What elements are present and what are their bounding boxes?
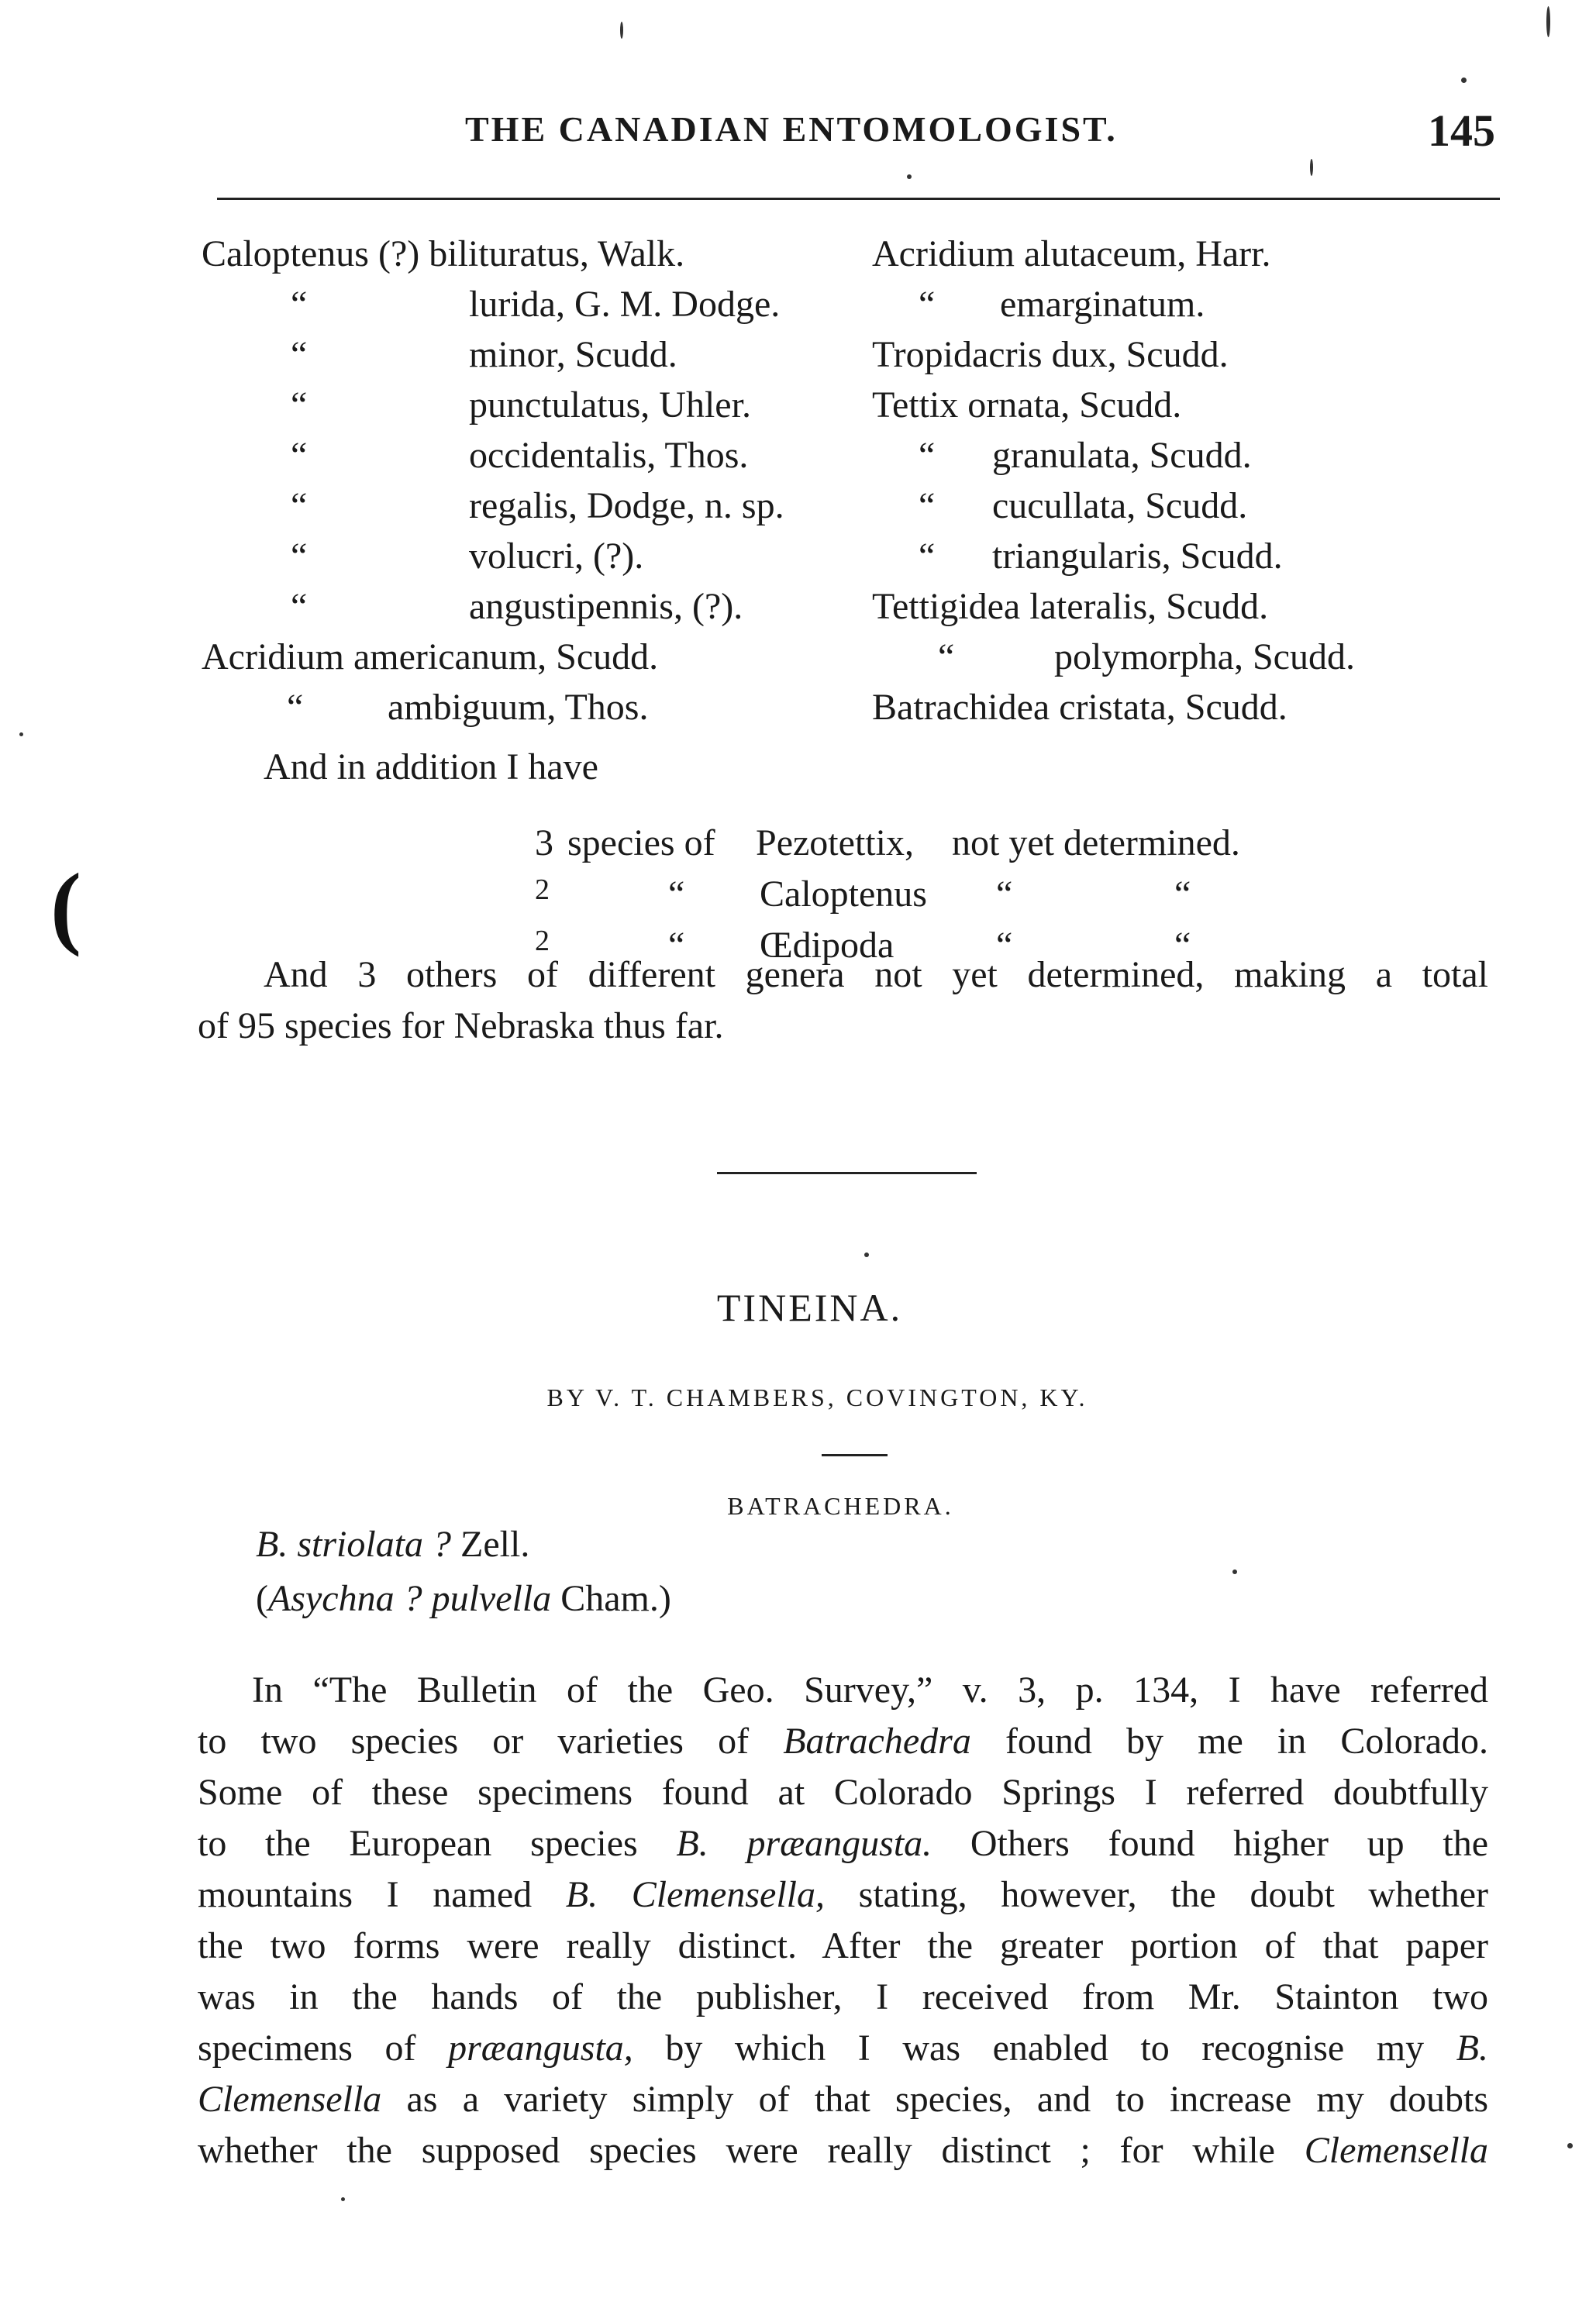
section-separator — [717, 1172, 977, 1174]
page-number: 145 — [1428, 105, 1495, 156]
body-paragraph — [198, 1665, 1488, 2176]
body-text-run: was in the hands of the publisher, I received from Mr. Stainton two — [198, 1976, 1488, 2017]
species-name: regalis, Dodge, n. sp. — [469, 485, 784, 526]
species-entry-right — [872, 686, 1287, 736]
body-text-run: Some of these specimens found at Colorado Springs I referred doubtfully — [198, 1772, 1488, 1813]
genus-name: “ — [919, 536, 936, 577]
genus-name: Tettigidea — [872, 586, 1021, 627]
genus-name: “ — [919, 435, 936, 476]
body-text-run: the two forms were really distinct. After the greater portion of that paper — [198, 1925, 1488, 1966]
section-heading: BATRACHEDRA. — [727, 1492, 954, 1520]
species-name: polymorpha, Scudd. — [1054, 636, 1355, 677]
genus-name: Acridium — [202, 636, 344, 677]
body-text-run: specimens of — [198, 2028, 449, 2069]
body-text-run: In “The Bulletin of the Geo. Survey,” v. 3, p. 134, I have referred — [252, 1669, 1488, 1711]
running-title: THE CANADIAN ENTOMOLOGIST. — [465, 109, 1118, 149]
species-name: volucri, (?). — [469, 536, 644, 577]
scan-speck — [1461, 78, 1467, 83]
genus-name: “ — [291, 384, 308, 426]
genus-name: “ — [291, 586, 308, 627]
synonym-line-2 — [256, 1577, 671, 1620]
species-entry-right — [872, 333, 1229, 383]
article-title: TINEINA. — [716, 1286, 903, 1329]
body-text-run: whether the supposed species were really distinct ; for while — [198, 2130, 1305, 2171]
body-italic-text: Batrachedra — [783, 1721, 971, 1762]
body-text-run: as a variety simply of that species, and to increase my doubts — [381, 2079, 1488, 2120]
body-line — [198, 2023, 1488, 2074]
body-line — [198, 2125, 1488, 2176]
species-name: cristata, Scudd. — [1059, 687, 1287, 728]
body-line — [198, 2074, 1488, 2125]
article-byline: BY V. T. CHAMBERS, COVINGTON, KY. — [546, 1383, 1088, 1411]
genus-name: “ — [291, 435, 308, 476]
genus-name: “ — [938, 636, 955, 677]
undetermined-ditto: “ — [1174, 925, 1191, 966]
body-italic-text: B. præangusta. — [676, 1823, 932, 1864]
body-text-run: to the European species — [198, 1823, 677, 1864]
scan-speck — [1546, 6, 1550, 37]
total-line-2: of 95 species for Nebraska thus far. — [198, 1005, 724, 1046]
species-entry-right — [872, 233, 1270, 282]
genus-name: “ — [291, 334, 308, 375]
scan-speck — [1567, 2143, 1573, 2148]
margin-bracket-mark: ( — [50, 854, 81, 957]
body-italic-text: Clemensella — [198, 2079, 382, 2120]
species-name: triangularis, Scudd. — [992, 536, 1283, 577]
genus-name: “ — [919, 485, 936, 526]
synonym-line-1 — [256, 1523, 529, 1566]
genus-name: “ — [291, 284, 308, 325]
genus-name: “ — [287, 687, 304, 728]
species-name: ambiguum, Thos. — [388, 687, 649, 728]
genus-name: Acridium — [872, 233, 1015, 274]
genus-name: “ — [919, 284, 936, 325]
body-italic-text: Clemensella — [1304, 2130, 1488, 2171]
body-text-run: by which I was enabled to recognise my — [633, 2028, 1456, 2069]
genus-name: Caloptenus (?) — [202, 233, 420, 274]
scan-speck — [341, 2197, 345, 2201]
genus-name: Batrachidea — [872, 687, 1050, 728]
scan-speck — [19, 732, 23, 736]
undetermined-genus: Caloptenus — [760, 873, 927, 915]
total-line-1: And 3 others of different genera not yet determined, making a total — [264, 954, 1488, 995]
species-name: alutaceum, Harr. — [1023, 233, 1271, 274]
undetermined-ditto: “ — [996, 873, 1013, 915]
body-italic-text: B. Clemensella, — [565, 1874, 826, 1915]
body-line — [198, 1869, 1488, 1921]
body-italic-text: B. — [1456, 2028, 1488, 2069]
genus-name: Tropidacris — [872, 334, 1043, 375]
body-text-run: to two species or varieties of — [198, 1721, 784, 1762]
species-name: americanum, Scudd. — [353, 636, 659, 677]
undetermined-ditto: “ — [996, 925, 1013, 966]
undetermined-genus: Œdipoda — [760, 925, 895, 966]
species-name: occidentalis, Thos. — [469, 435, 749, 476]
body-line — [198, 1767, 1488, 1818]
species-name: cucullata, Scudd. — [992, 485, 1248, 526]
body-line — [198, 1818, 1488, 1869]
undetermined-count: 3 — [535, 822, 553, 863]
genus-name: “ — [291, 536, 308, 577]
genus-name: “ — [291, 485, 308, 526]
byline-rule — [822, 1454, 888, 1456]
genus-name: Tettix — [872, 384, 959, 426]
undetermined-status: not yet determined. — [952, 822, 1240, 863]
synonym-1-name: B. striolata ? — [256, 1524, 452, 1565]
body-line — [198, 1665, 1488, 1716]
body-text-run: found by me in Colorado. — [970, 1721, 1489, 1762]
scan-speck — [1232, 1569, 1237, 1574]
synonym-2-open: ( — [256, 1578, 268, 1619]
species-entry-left — [202, 233, 684, 282]
undetermined-label: species of — [567, 822, 715, 863]
species-name: lurida, G. M. Dodge. — [469, 284, 781, 325]
undetermined-ditto: “ — [1174, 873, 1191, 915]
species-name: ornata, Scudd. — [967, 384, 1182, 426]
undetermined-count: 2 — [535, 925, 550, 957]
body-line — [198, 1921, 1488, 1972]
header-rule — [217, 198, 1500, 200]
undetermined-count: 2 — [535, 873, 550, 906]
species-entry-left — [202, 636, 658, 685]
species-name: punctulatus, Uhler. — [469, 384, 751, 426]
undetermined-genus: Pezotettix, — [756, 822, 914, 863]
species-name: granulata, Scudd. — [992, 435, 1252, 476]
species-name: emarginatum. — [1000, 284, 1205, 325]
species-entry-right — [872, 384, 1181, 433]
species-entry-right — [872, 585, 1268, 635]
body-line — [198, 1716, 1488, 1767]
body-italic-text: præangusta, — [448, 2028, 633, 2069]
species-name: bilituratus, Walk. — [429, 233, 685, 274]
undetermined-ditto: “ — [668, 925, 685, 966]
species-name: angustipennis, (?). — [469, 586, 743, 627]
scan-speck — [907, 174, 912, 179]
species-name: minor, Scudd. — [469, 334, 677, 375]
body-text-run: mountains I named — [198, 1874, 566, 1915]
species-name: dux, Scudd. — [1051, 334, 1229, 375]
body-line — [198, 1972, 1488, 2023]
body-text-run: stating, however, the doubt whether — [825, 1874, 1489, 1915]
undetermined-ditto: “ — [668, 873, 685, 915]
scan-speck — [620, 22, 623, 39]
body-text-run: Others found higher up the — [932, 1823, 1489, 1864]
scan-speck — [864, 1252, 869, 1257]
synonym-2-name: Asychna ? pulvella — [267, 1578, 552, 1619]
addition-intro: And in addition I have — [264, 746, 598, 787]
synonym-1-author: Zell. — [460, 1524, 530, 1565]
scan-speck — [1310, 159, 1313, 176]
species-name: lateralis, Scudd. — [1029, 586, 1269, 627]
synonym-2-author: Cham.) — [560, 1578, 671, 1619]
